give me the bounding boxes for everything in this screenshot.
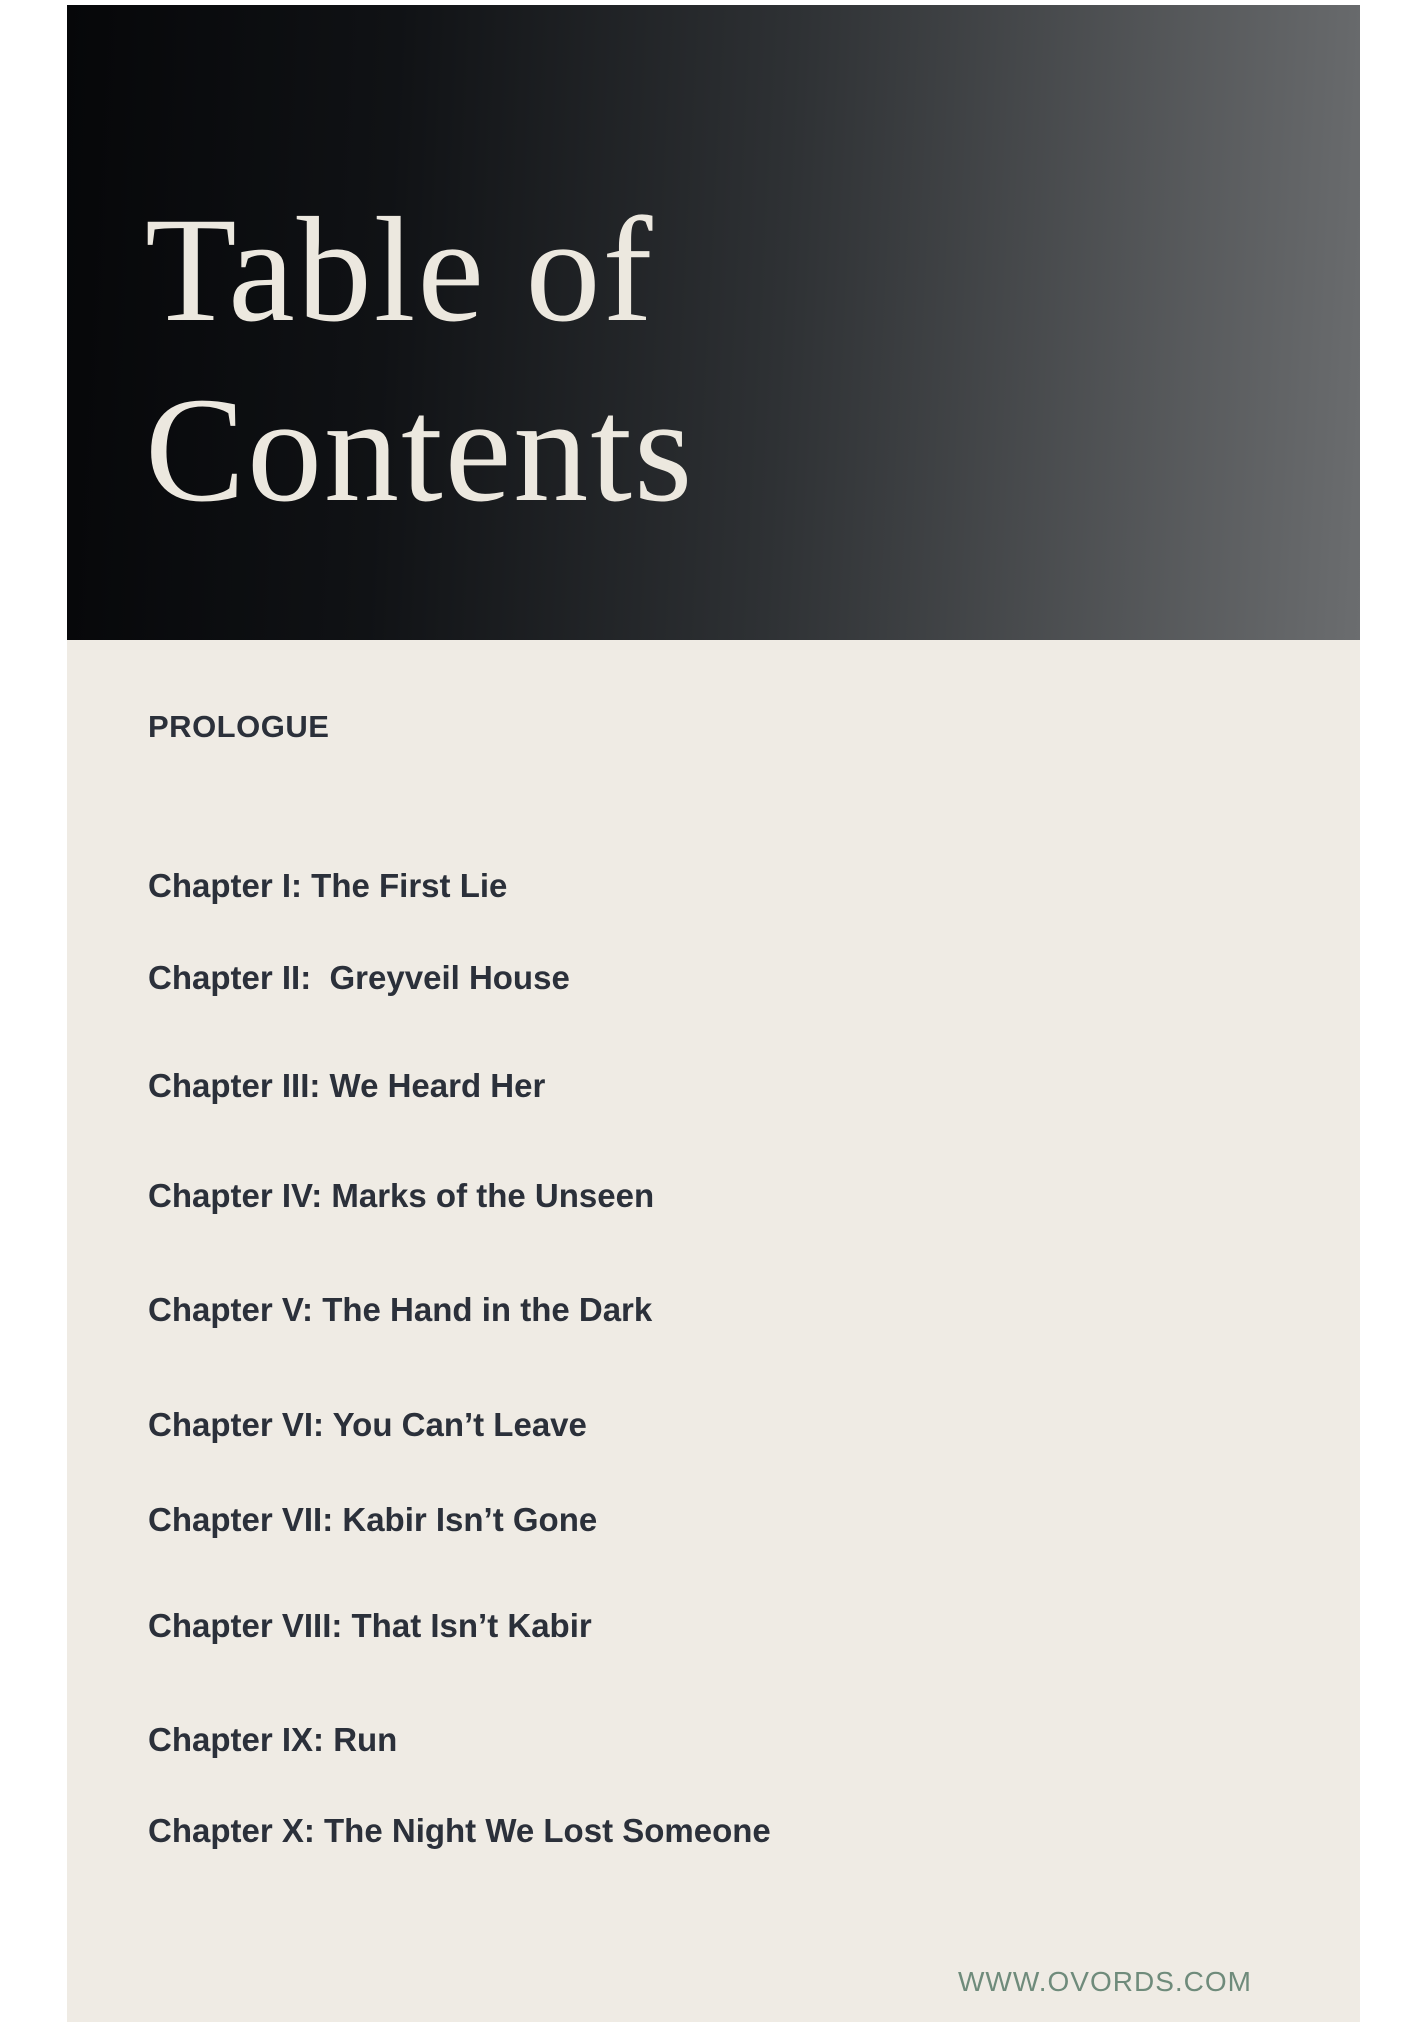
toc-entry: Chapter V: The Hand in the Dark bbox=[148, 1291, 653, 1328]
toc-entry: Chapter X: The Night We Lost Someone bbox=[148, 1812, 771, 1849]
toc-entry: Chapter VI: You Can’t Leave bbox=[148, 1406, 587, 1443]
toc-entry: Chapter II: Greyveil House bbox=[148, 959, 570, 996]
prologue-entry: PROLOGUE bbox=[148, 709, 330, 744]
toc-entry: Chapter VIII: That Isn’t Kabir bbox=[148, 1607, 592, 1644]
toc-entry: Chapter III: We Heard Her bbox=[148, 1067, 546, 1104]
toc-header-banner bbox=[67, 5, 1360, 640]
page-title-line-2: Contents bbox=[145, 367, 695, 533]
page-title-line-1: Table of bbox=[145, 187, 655, 353]
toc-page bbox=[67, 5, 1360, 2022]
website-url: WWW.OVORDS.COM bbox=[958, 1966, 1252, 1997]
page-title bbox=[145, 180, 694, 540]
toc-entry: Chapter IV: Marks of the Unseen bbox=[148, 1177, 655, 1214]
toc-entry: Chapter IX: Run bbox=[148, 1721, 398, 1758]
toc-entry: Chapter I: The First Lie bbox=[148, 867, 508, 904]
toc-entry: Chapter VII: Kabir Isn’t Gone bbox=[148, 1501, 598, 1538]
